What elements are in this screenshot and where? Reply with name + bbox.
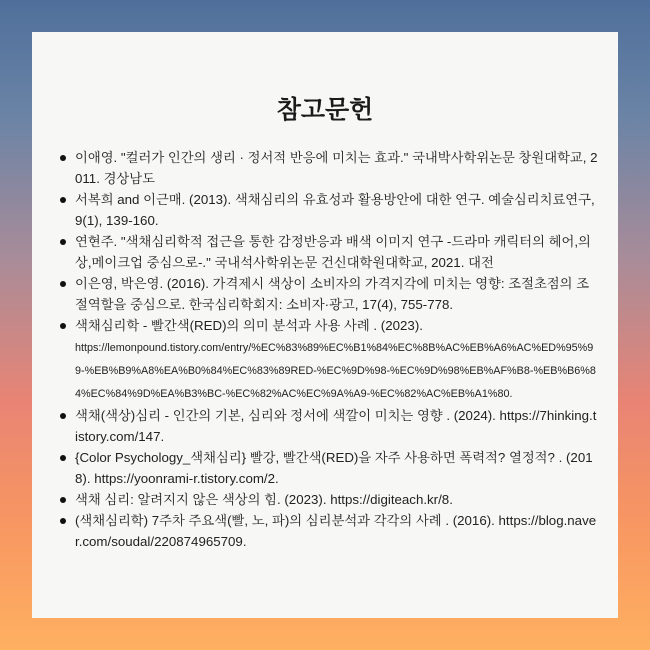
reference-text: 서복희 and 이근매. (2013). 색채심리의 유효성과 활용방안에 대한 연구. 예술심리치료연구, 9(1), 139-160.: [75, 192, 595, 228]
reference-item: [58, 405, 598, 447]
reference-list: [58, 147, 598, 552]
reference-text: 이애영. "컬러가 인간의 생리 · 정서적 반응에 미치는 효과." 국내박사학위논문 창원대학교, 2011. 경상남도: [75, 150, 598, 186]
reference-text: {Color Psychology_색채심리} 빨강, 빨간색(RED)을 자주 사용하면 폭력적? 열정적? . (2018). https://yoonrami-r.tistory.com/2.: [75, 450, 593, 486]
reference-text: (색채심리학) 7주차 주요색(빨, 노, 파)의 심리분석과 각각의 사례 . (2016). https://blog.naver.com/soudal/220874965709.: [75, 513, 597, 549]
reference-card: [32, 32, 618, 618]
reference-text: 이은영, 박은영. (2016). 가격제시 색상이 소비자의 가격지각에 미치는 영향: 조절초점의 조절역할을 중심으로. 한국심리학회지: 소비자·광고, 17(4), 755-778.: [75, 276, 590, 312]
reference-text: 색채 심리: 알려지지 않은 색상의 힘. (2023). https://digiteach.kr/8.: [75, 492, 453, 507]
reference-item: [58, 231, 598, 273]
reference-url: https://lemonpound.tistory.com/entry/%EC%83%89%EC%B1%84%EC%8B%AC%EB%A6%AC%ED%95%99-%EB%B9%A8%EA%B0%84%EC%83%89RED-%EC%9D%98-%EC%9D%98%EB%AF%B8-%EB%B6%84%EC%84%9D%EA%B3%BC-%EC%82%AC%EC%9A%A9-%EC%82%AC%EB%A1%80.: [75, 342, 596, 400]
reference-item: [58, 447, 598, 489]
reference-item: [58, 510, 598, 552]
reference-text: 연현주. "색채심리학적 접근을 통한 감정반응과 배색 이미지 연구 -드라마 캐릭터의 헤어,의상,메이크업 중심으로-." 국내석사학위논문 건신대학원대학교, 2021. 대전: [75, 234, 591, 270]
reference-item: [58, 315, 598, 405]
reference-item: [58, 189, 598, 231]
reference-text: 색채심리학 - 빨간색(RED)의 의미 분석과 사용 사례 . (2023).: [75, 318, 423, 333]
reference-item: [58, 489, 598, 510]
page-title: 참고문헌: [276, 96, 374, 124]
reference-item: [58, 147, 598, 189]
reference-item: [58, 273, 598, 315]
reference-text: 색채(색상)심리 - 인간의 기본, 심리와 정서에 색깔이 미치는 영향 . (2024). https://7hinking.tistory.com/147.: [75, 408, 597, 444]
